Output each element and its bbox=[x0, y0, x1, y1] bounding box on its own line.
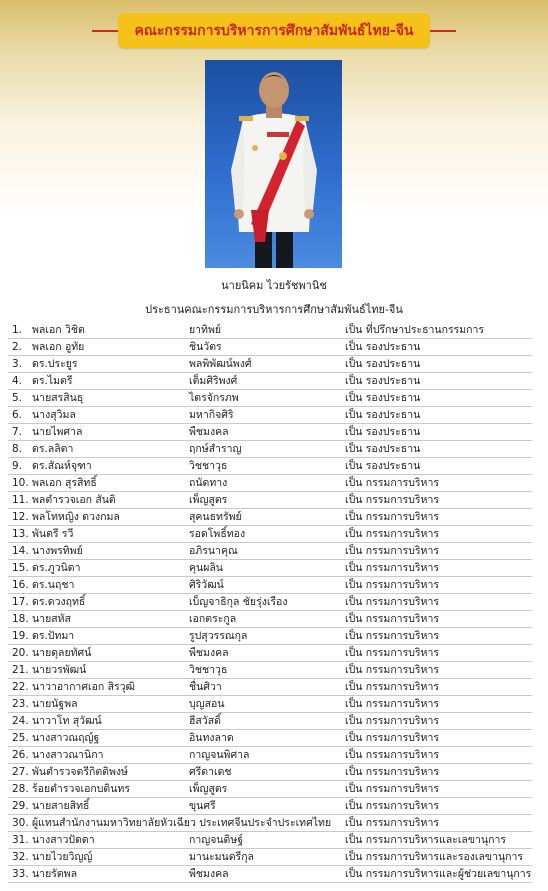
list-item bbox=[8, 492, 532, 509]
list-item bbox=[8, 339, 532, 356]
member-first-name: พลเอก อูทัย bbox=[32, 341, 85, 353]
member-role: เป็น กรรมการบริหาร bbox=[345, 698, 439, 710]
member-role: เป็น รองประธาน bbox=[345, 375, 421, 387]
member-role: เป็น กรรมการบริหาร bbox=[345, 545, 439, 557]
member-first-name: ร้อยตำรวจเอกบดินทร bbox=[32, 783, 130, 795]
member-first-name: นายไพศาล bbox=[32, 426, 83, 438]
member-last-name: มหากิจศิริ bbox=[189, 409, 234, 421]
member-role: เป็น กรรมการบริหาร bbox=[345, 528, 439, 540]
member-number: 7. bbox=[12, 426, 23, 438]
member-first-name: ดร.ประยูร bbox=[32, 358, 78, 370]
member-last-name: เพ็ญสูตร bbox=[189, 783, 228, 795]
member-first-name: พลตำรวจเอก สันติ bbox=[32, 494, 116, 506]
member-last-name: เบ็ญจาธิกุล ชัยรุ่งเรือง bbox=[189, 596, 288, 608]
list-item bbox=[8, 866, 532, 883]
medal-ribbons bbox=[267, 132, 289, 137]
medal-star bbox=[279, 152, 287, 160]
member-role: เป็น กรรมการบริหาร bbox=[345, 596, 439, 608]
member-last-name: ฤกษ์สำราญ bbox=[189, 443, 242, 455]
member-role: เป็น กรรมการบริหาร bbox=[345, 511, 439, 523]
member-role: เป็น กรรมการบริหารและเลขานุการ bbox=[345, 834, 506, 846]
member-first-name: นางสาวณฤญ์ฐ bbox=[32, 732, 100, 744]
member-last-name: วิชชาวุธ bbox=[189, 460, 228, 472]
member-first-name: ผู้แทนสำนักงานมหาวิทยาลัยหัวเฉียว ประเทศจีนประจำประเทศไทย bbox=[32, 817, 332, 829]
member-number: 14. bbox=[12, 545, 29, 557]
list-item bbox=[8, 594, 532, 611]
member-last-name: เต็มศิริพงศ์ bbox=[189, 375, 238, 387]
member-role: เป็น กรรมการบริหาร bbox=[345, 766, 439, 778]
member-first-name: นายนัฐพล bbox=[32, 698, 78, 710]
member-number: 17. bbox=[12, 596, 29, 608]
member-first-name: นายสหัส bbox=[32, 613, 71, 625]
list-item bbox=[8, 322, 532, 339]
member-number: 27. bbox=[12, 766, 29, 778]
member-first-name: พลเอก วิชิต bbox=[32, 324, 85, 336]
member-role: เป็น กรรมการบริหาร bbox=[345, 732, 439, 744]
member-first-name: นางสาวปัดดา bbox=[32, 834, 95, 846]
chairman-position: ประธานคณะกรรมการบริหารการศึกษาสัมพันธ์ไทย-จีน bbox=[145, 303, 403, 316]
member-last-name: สุคนธทรัพย์ bbox=[189, 511, 242, 523]
right-hand bbox=[304, 209, 314, 219]
member-first-name: ดร.ดวงฤทธิ์ bbox=[32, 596, 86, 608]
page-title: คณะกรรมการบริหารการศึกษาสัมพันธ์ไทย-จีน bbox=[118, 13, 430, 48]
member-first-name: นาวาอากาศเอก สิรวุฒิ bbox=[32, 681, 136, 693]
member-last-name: ศรีดาเดช bbox=[189, 766, 232, 778]
member-last-name: ยาทิพย์ bbox=[189, 324, 222, 336]
member-number: 25. bbox=[12, 732, 29, 744]
member-first-name: ดร.ปัทมา bbox=[32, 630, 75, 642]
member-role: เป็น กรรมการบริหาร bbox=[345, 477, 439, 489]
list-item bbox=[8, 458, 532, 475]
member-number: 3. bbox=[12, 358, 23, 370]
member-last-name: อินทงลาด bbox=[189, 732, 234, 744]
header-divider-right bbox=[430, 30, 456, 32]
member-last-name: กาญจนดิษฐ์ bbox=[189, 834, 244, 846]
member-role: เป็น รองประธาน bbox=[345, 392, 421, 404]
member-number: 19. bbox=[12, 630, 29, 642]
member-last-name: ฮีสวัสดิ์ bbox=[189, 715, 221, 727]
member-last-name: พืชมงคล bbox=[189, 426, 229, 438]
list-item bbox=[8, 356, 532, 373]
member-number: 29. bbox=[12, 800, 29, 812]
list-item bbox=[8, 815, 532, 832]
member-first-name: พลโทหญิง ดวงกมล bbox=[32, 511, 120, 523]
member-number: 30. bbox=[12, 817, 29, 829]
member-first-name: ดร.ไมตรี bbox=[32, 375, 73, 387]
member-role: เป็น รองประธาน bbox=[345, 443, 421, 455]
member-first-name: พันตำรวจตรีกิตติพงษ์ bbox=[32, 766, 128, 778]
member-last-name: พืชมงคล bbox=[189, 868, 229, 880]
epaulette-left bbox=[239, 116, 253, 121]
member-number: 6. bbox=[12, 409, 23, 421]
member-role: เป็น กรรมการบริหาร bbox=[345, 579, 439, 591]
list-item bbox=[8, 764, 532, 781]
member-number: 9. bbox=[12, 460, 23, 472]
chairman-name: นายนิคม ไวยรัชพานิช bbox=[221, 279, 327, 292]
member-role: เป็น กรรมการบริหารและรองเลขานุการ bbox=[345, 851, 524, 863]
list-item bbox=[8, 781, 532, 798]
member-role: เป็น ที่ปรึกษาประธานกรรมการ bbox=[345, 324, 485, 336]
member-number: 26. bbox=[12, 749, 29, 761]
member-last-name: เอกตระกูล bbox=[189, 613, 237, 625]
list-item bbox=[8, 611, 532, 628]
member-number: 16. bbox=[12, 579, 29, 591]
member-first-name: นาวาโท สุวัฒน์ bbox=[32, 715, 102, 727]
member-role: เป็น กรรมการบริหาร bbox=[345, 800, 439, 812]
member-role: เป็น กรรมการบริหาร bbox=[345, 630, 439, 642]
member-role: เป็น กรรมการบริหาร bbox=[345, 647, 439, 659]
member-number: 10. bbox=[12, 477, 29, 489]
member-first-name: นางพรทิพย์ bbox=[32, 545, 83, 557]
member-last-name: ชินวัตร bbox=[189, 341, 222, 353]
member-role: เป็น รองประธาน bbox=[345, 341, 421, 353]
member-last-name: พืชมงคล bbox=[189, 647, 229, 659]
member-number: 22. bbox=[12, 681, 29, 693]
member-first-name: นายวรพัฒน์ bbox=[32, 664, 87, 676]
list-item bbox=[8, 441, 532, 458]
member-role: เป็น กรรมการบริหาร bbox=[345, 562, 439, 574]
list-item bbox=[8, 645, 532, 662]
member-number: 15. bbox=[12, 562, 29, 574]
list-item bbox=[8, 560, 532, 577]
member-number: 20. bbox=[12, 647, 29, 659]
list-item bbox=[8, 424, 532, 441]
member-role: เป็น กรรมการบริหาร bbox=[345, 715, 439, 727]
list-item bbox=[8, 628, 532, 645]
member-last-name: ไตรจักรภพ bbox=[189, 392, 239, 404]
list-item bbox=[8, 526, 532, 543]
member-role: เป็น รองประธาน bbox=[345, 426, 421, 438]
chairman-portrait-illustration bbox=[205, 60, 342, 268]
list-item bbox=[8, 662, 532, 679]
list-item bbox=[8, 679, 532, 696]
member-first-name: นายไวยวิญญ์ bbox=[32, 851, 93, 863]
member-number: 1. bbox=[12, 324, 23, 336]
member-role: เป็น กรรมการบริหาร bbox=[345, 681, 439, 693]
member-number: 12. bbox=[12, 511, 29, 523]
member-number: 33. bbox=[12, 868, 29, 880]
member-number: 4. bbox=[12, 375, 23, 387]
list-item bbox=[8, 509, 532, 526]
member-first-name: ดร.นฤชา bbox=[32, 579, 75, 591]
list-item bbox=[8, 543, 532, 560]
member-last-name: ถนัดทาง bbox=[189, 477, 228, 489]
list-item bbox=[8, 713, 532, 730]
member-last-name: ขุนศรี bbox=[189, 800, 216, 812]
member-first-name: นายสายสิทธิ์ bbox=[32, 800, 90, 812]
member-first-name: นางสุวิมล bbox=[32, 409, 76, 421]
member-first-name: นายสรสินธุ bbox=[32, 392, 84, 404]
header-divider-left bbox=[92, 30, 120, 32]
member-number: 32. bbox=[12, 851, 29, 863]
member-last-name: เพ็ญสูตร bbox=[189, 494, 228, 506]
member-first-name: นายดุลยทัศน์ bbox=[32, 647, 92, 659]
list-item bbox=[8, 832, 532, 849]
member-number: 21. bbox=[12, 664, 29, 676]
member-role: เป็น กรรมการบริหารและผู้ช่วยเลขานุการ bbox=[345, 868, 532, 880]
list-item bbox=[8, 730, 532, 747]
member-number: 2. bbox=[12, 341, 23, 353]
member-last-name: คุนผลิน bbox=[189, 562, 223, 574]
member-first-name: พันตรี รวี bbox=[32, 528, 74, 540]
left-arm bbox=[231, 120, 245, 210]
member-number: 23. bbox=[12, 698, 29, 710]
member-last-name: พลพิพัฒน์พงศ์ bbox=[189, 358, 252, 370]
member-last-name: อภิรนาคุณ bbox=[189, 545, 238, 557]
member-last-name: ศิริวัฒน์ bbox=[189, 579, 224, 591]
member-last-name: ชื่นศิวา bbox=[189, 681, 222, 693]
member-number: 8. bbox=[12, 443, 23, 455]
list-item bbox=[8, 798, 532, 815]
member-first-name: ดร.ลลิตา bbox=[32, 443, 74, 455]
list-item bbox=[8, 577, 532, 594]
left-hand bbox=[234, 209, 244, 219]
page-header bbox=[0, 13, 548, 49]
list-item bbox=[8, 407, 532, 424]
member-role: เป็น กรรมการบริหาร bbox=[345, 664, 439, 676]
list-item bbox=[8, 696, 532, 713]
member-last-name: รูปสุวรรณกุล bbox=[189, 630, 248, 642]
chairman-photo bbox=[205, 60, 342, 268]
member-last-name: กาญจนพิศาล bbox=[189, 749, 250, 761]
member-number: 31. bbox=[12, 834, 29, 846]
right-arm bbox=[303, 120, 317, 210]
member-role: เป็น รองประธาน bbox=[345, 358, 421, 370]
member-number: 28. bbox=[12, 783, 29, 795]
list-item bbox=[8, 373, 532, 390]
member-role: เป็น รองประธาน bbox=[345, 460, 421, 472]
member-first-name: ดร.ภูวนิดา bbox=[32, 562, 81, 574]
member-first-name: นายรัตพล bbox=[32, 868, 78, 880]
member-number: 24. bbox=[12, 715, 29, 727]
face bbox=[259, 72, 289, 108]
committee-member-list bbox=[8, 322, 532, 883]
list-item bbox=[8, 390, 532, 407]
medal-badge bbox=[252, 145, 258, 151]
member-first-name: ดร.สัณห์จุฑา bbox=[32, 460, 92, 472]
member-last-name: มานะมนตรีกุล bbox=[189, 851, 254, 863]
member-number: 5. bbox=[12, 392, 23, 404]
member-number: 11. bbox=[12, 494, 29, 506]
member-last-name: รอดโพธิ์ทอง bbox=[189, 528, 246, 540]
member-last-name: วิชชาวุธ bbox=[189, 664, 228, 676]
member-role: เป็น รองประธาน bbox=[345, 409, 421, 421]
member-role: เป็น กรรมการบริหาร bbox=[345, 494, 439, 506]
list-item bbox=[8, 747, 532, 764]
epaulette-right bbox=[295, 116, 309, 121]
member-last-name: บุญสอน bbox=[189, 698, 225, 710]
member-first-name: พลเอก สุรสิทธิ์ bbox=[32, 477, 97, 489]
member-first-name: นางสาวณานิกา bbox=[32, 749, 104, 761]
member-role: เป็น กรรมการบริหาร bbox=[345, 613, 439, 625]
member-number: 18. bbox=[12, 613, 29, 625]
member-role: เป็น กรรมการบริหาร bbox=[345, 783, 439, 795]
member-role: เป็น กรรมการบริหาร bbox=[345, 749, 439, 761]
list-item bbox=[8, 475, 532, 492]
member-number: 13. bbox=[12, 528, 29, 540]
list-item bbox=[8, 849, 532, 866]
member-role: เป็น กรรมการบริหาร bbox=[345, 817, 439, 829]
